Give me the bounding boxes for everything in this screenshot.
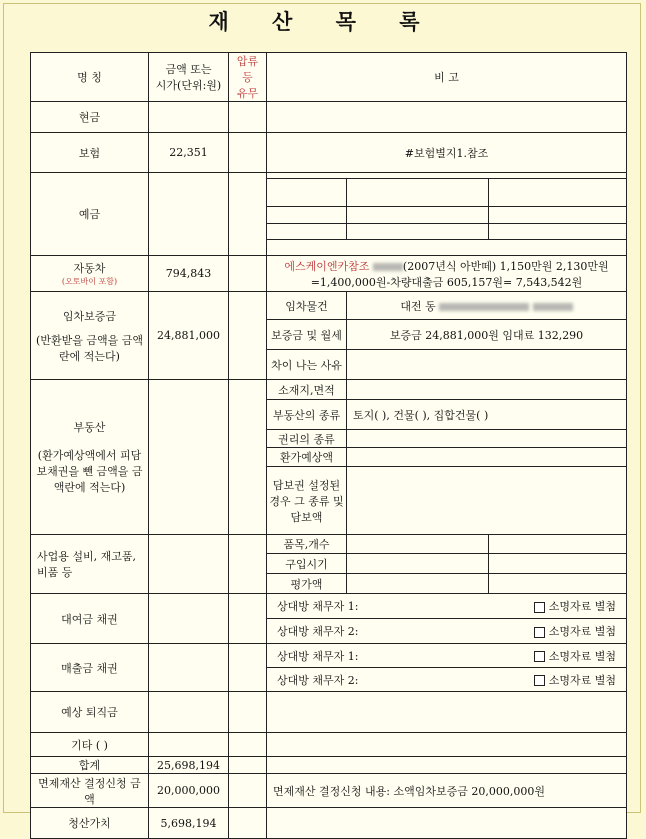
lease-row (31, 292, 627, 320)
sales-label: 매출금 채권 (31, 644, 149, 692)
lease-amount: 24,881,000 (149, 292, 229, 380)
exempt-note: 면제재산 결정신청 내용: 소액임차보증금 20,000,000원 (267, 774, 627, 808)
exempt-label: 면제재산 결정신청 금액 (31, 774, 149, 808)
insurance-row (31, 133, 627, 173)
liquidation-amount: 5,698,194 (149, 808, 229, 839)
cash-note (267, 102, 627, 133)
checkbox-icon[interactable] (534, 675, 545, 686)
business-item3: 평가액 (267, 574, 347, 594)
car-label: 자동차 (오토바이 포함) (31, 256, 149, 292)
header-name: 명 칭 (31, 53, 149, 102)
realestate-type-value: 토지( ), 건물( ), 집합건물( ) (347, 400, 627, 430)
loan-label: 대여금 채권 (31, 594, 149, 644)
total-row (31, 757, 627, 774)
checkbox-icon[interactable] (534, 602, 545, 613)
realestate-label: 부동산 (환가예상액에서 피담보채권을 뺀 금액을 금액란에 적는다) (31, 380, 149, 535)
other-label: 기타 ( ) (31, 733, 149, 757)
insurance-amount: 22,351 (149, 133, 229, 173)
car-amount: 794,843 (149, 256, 229, 292)
lease-item1-value: 대전 동 (347, 292, 627, 320)
sales-debtor1: 상대방 채무자 1: 소명자료 별첨 (267, 644, 627, 668)
realestate-item4: 환가예상액 (267, 448, 347, 467)
insurance-label: 보험 (31, 133, 149, 173)
retirement-row (31, 692, 627, 733)
business-row (31, 535, 627, 554)
exempt-row (31, 774, 627, 808)
loan-row (31, 594, 627, 619)
sales-debtor2: 상대방 채무자 2: 소명자료 별첨 (267, 668, 627, 692)
lease-item2: 보증금 및 월세 (267, 320, 347, 350)
car-note: 에스케이엔카참조 (2007년식 아반떼) 1,150만원 2,130만원 =1,400,000원-차량대출금 605,157원= 7,543,542원 (267, 256, 627, 292)
business-label: 사업용 설비, 재고품, 비품 등 (31, 535, 149, 594)
header-remarks: 비 고 (267, 53, 627, 102)
business-item1: 품목,개수 (267, 535, 347, 554)
header-seizure: 압류 등 유무 (229, 53, 267, 102)
liquidation-label: 청산가치 (31, 808, 149, 839)
realestate-item5: 담보권 설정된 경우 그 종류 및 담보액 (267, 467, 347, 535)
lease-item1: 임차물건 (267, 292, 347, 320)
realestate-item1: 소재지,면적 (267, 380, 347, 400)
sales-row (31, 644, 627, 668)
insurance-note: #보험별지1.참조 (267, 133, 627, 173)
realestate-item2: 부동산의 종류 (267, 400, 347, 430)
page-title: 재 산 목 록 (208, 9, 438, 34)
lease-item2-value: 보증금 24,881,000원 임대료 132,290 (347, 320, 627, 350)
realestate-item3: 권리의 종류 (267, 430, 347, 448)
loan-debtor1: 상대방 채무자 1: 소명자료 별첨 (267, 594, 627, 619)
header-row (31, 53, 627, 102)
other-row (31, 733, 627, 757)
business-item2: 구입시기 (267, 554, 347, 574)
lease-item3: 차이 나는 사유 (267, 350, 347, 380)
car-row (31, 256, 627, 292)
total-label: 합계 (31, 757, 149, 774)
checkbox-icon[interactable] (534, 651, 545, 662)
total-amount: 25,698,194 (149, 757, 229, 774)
exempt-amount: 20,000,000 (149, 774, 229, 808)
lease-label: 임차보증금 (반환받을 금액을 금액란에 적는다) (31, 292, 149, 380)
realestate-row (31, 380, 627, 400)
header-amount: 금액 또는 시가(단위:원) (149, 53, 229, 102)
retirement-label: 예상 퇴직금 (31, 692, 149, 733)
loan-debtor2: 상대방 채무자 2: 소명자료 별첨 (267, 619, 627, 644)
checkbox-icon[interactable] (534, 627, 545, 638)
deposit-label: 예금 (31, 173, 149, 256)
liquidation-row (31, 808, 627, 839)
cash-amount (149, 102, 229, 133)
asset-table (30, 52, 627, 839)
cash-row (31, 102, 627, 133)
cash-label: 현금 (31, 102, 149, 133)
